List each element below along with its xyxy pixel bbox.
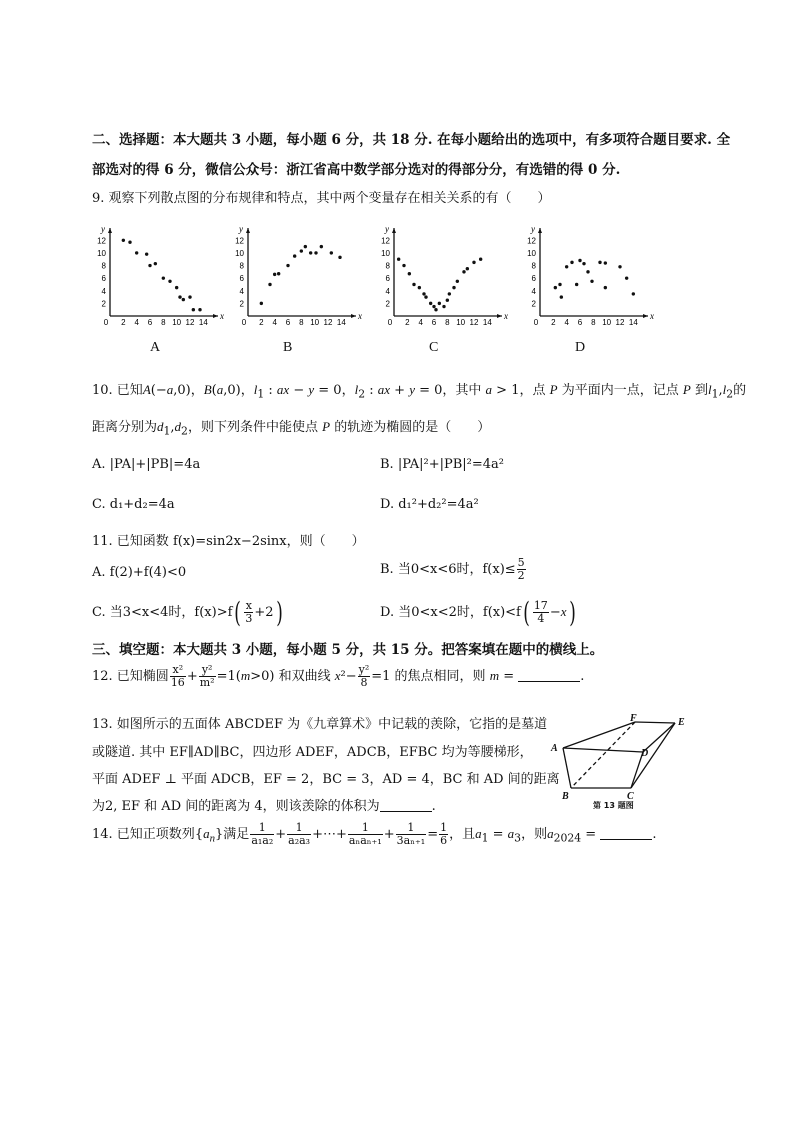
data-point <box>422 292 425 295</box>
data-point <box>162 276 165 279</box>
y-axis-label: y <box>531 224 535 234</box>
q11-option-d: D. 当0<x<2时，f(x)<f( $\frac{17}{4}$ −x) <box>380 596 576 629</box>
x-axis-arrow <box>643 314 648 318</box>
scatter-plot-d <box>527 224 654 327</box>
q11-option-a: A. f(2)+f(4)<0 <box>92 565 187 580</box>
data-point <box>586 270 589 273</box>
y-axis-arrow <box>392 228 396 233</box>
question-10-line2: 距离分别为$d_1,d_2$，则下列条件中能使点 P 的轨迹为椭圆的是（ ） <box>92 419 491 438</box>
x-tick-label: 2 <box>551 318 556 327</box>
y-tick-label: 6 <box>531 274 536 284</box>
data-point <box>145 252 148 255</box>
vertex-f: F <box>630 713 637 724</box>
edge-fe <box>635 722 675 723</box>
data-point <box>286 264 289 267</box>
y-tick-label: 2 <box>101 299 106 309</box>
x-tick-label: 2 <box>405 318 410 327</box>
data-point <box>128 241 131 244</box>
x-axis-label: x <box>220 311 224 321</box>
question-13-line1: 13. 如图所示的五面体 ABCDEF 为《九章算术》中记载的羡除，它指的是墓道 <box>92 717 548 732</box>
scatter-plots <box>90 222 730 337</box>
data-point <box>122 239 125 242</box>
data-point <box>479 258 482 261</box>
x-tick-label: 4 <box>272 318 277 327</box>
x-tick-label: 8 <box>591 318 596 327</box>
data-point <box>424 295 427 298</box>
x-tick-label: 12 <box>185 318 195 327</box>
data-point <box>309 251 312 254</box>
x-tick-label: 14 <box>482 318 492 327</box>
q10-option-d: D. d₁²+d₂²=4a² <box>380 497 479 512</box>
edge-ec <box>631 723 675 788</box>
y-tick-label: 12 <box>527 236 536 246</box>
data-point <box>560 295 563 298</box>
data-point <box>314 251 317 254</box>
x-tick-label: 6 <box>431 318 437 327</box>
data-point <box>277 272 280 275</box>
y-tick-label: 6 <box>101 274 106 284</box>
y-tick-label: 12 <box>97 236 106 246</box>
edge-ad <box>563 748 643 752</box>
vertex-b: B <box>562 791 569 802</box>
x-tick-label: 4 <box>418 318 423 327</box>
x-tick-label: 8 <box>445 318 450 327</box>
vertex-e: E <box>678 717 685 728</box>
x-tick-label: 12 <box>469 318 479 327</box>
x-tick-label: 10 <box>172 318 182 327</box>
data-point <box>148 264 151 267</box>
x-tick-label: 12 <box>323 318 333 327</box>
x-tick-label: 10 <box>602 318 612 327</box>
data-point <box>578 259 581 262</box>
x-tick-label: 4 <box>134 318 139 327</box>
data-point <box>575 283 578 286</box>
x-tick-label: 6 <box>285 318 291 327</box>
data-point <box>293 254 296 257</box>
data-point <box>452 286 455 289</box>
vertex-d: D <box>641 748 649 759</box>
x-tick-label: 14 <box>198 318 208 327</box>
data-point <box>418 286 421 289</box>
data-point <box>178 295 181 298</box>
data-point <box>472 261 475 264</box>
y-axis-arrow <box>108 228 112 233</box>
data-point <box>268 283 271 286</box>
data-point <box>554 286 557 289</box>
q11-option-c: C. 当3<x<4时，f(x)>f( $\frac{x}{3}$ +2) <box>92 596 283 629</box>
y-tick-label: 8 <box>385 261 390 271</box>
data-point <box>438 302 441 305</box>
data-point <box>198 308 201 311</box>
x-axis-label: x <box>504 311 508 321</box>
scatter-plot-b <box>235 224 362 327</box>
y-axis-label: y <box>385 224 389 234</box>
data-point <box>582 262 585 265</box>
y-tick-label: 8 <box>101 261 106 271</box>
edge-fb-hidden <box>571 722 635 788</box>
data-point <box>304 245 307 248</box>
data-point <box>446 299 449 302</box>
data-point <box>330 251 333 254</box>
question-10-line1: 10. 已知A(−a,0)，B(a,0)，$l_1$ : ax − y = 0，$l_2$ : ax + y = 0，其中 a > 1，点 P 为平面内一点，记点 P 到$l_1,l_2$的 <box>92 382 747 401</box>
data-point <box>182 298 185 301</box>
x-tick-label: 10 <box>310 318 320 327</box>
x-axis-arrow <box>351 314 356 318</box>
x-tick-label: 0 <box>387 318 393 327</box>
q13-figure <box>545 712 695 812</box>
data-point <box>432 305 435 308</box>
plot-label-d: D <box>575 340 586 355</box>
plot-label-b: B <box>283 340 293 355</box>
data-point <box>320 245 323 248</box>
question-13-line2: 或隧道. 其中 EF∥AD∥BC，四边形 ADEF，ADCB，EFBC 均为等腰梯形， <box>92 745 533 760</box>
q11-option-b: B. 当0<x<6时，f(x)≤ $\frac{5}{2}$ <box>380 556 525 582</box>
y-tick-label: 10 <box>235 248 244 258</box>
y-tick-label: 8 <box>531 261 536 271</box>
data-point <box>632 292 635 295</box>
question-9: 9. 观察下列散点图的分布规律和特点，其中两个变量存在相关关系的有（ ） <box>92 191 551 206</box>
data-point <box>570 261 573 264</box>
data-point <box>402 264 405 267</box>
x-axis-arrow <box>497 314 502 318</box>
data-point <box>565 265 568 268</box>
y-tick-label: 6 <box>239 274 244 284</box>
y-axis-label: y <box>239 224 243 234</box>
q10-option-b: B. |PA|²+|PB|²=4a² <box>380 457 505 472</box>
y-tick-label: 10 <box>381 248 390 258</box>
data-point <box>598 261 601 264</box>
plot-label-a: A <box>150 340 161 355</box>
data-point <box>604 261 607 264</box>
y-axis-arrow <box>538 228 542 233</box>
data-point <box>456 280 459 283</box>
plot-label-c: C <box>429 340 439 355</box>
x-tick-label: 4 <box>564 318 569 327</box>
data-point <box>429 302 432 305</box>
x-axis-arrow <box>213 314 218 318</box>
data-point <box>397 258 400 261</box>
x-tick-label: 6 <box>147 318 153 327</box>
y-tick-label: 12 <box>235 236 244 246</box>
x-tick-label: 8 <box>161 318 166 327</box>
data-point <box>154 262 157 265</box>
data-point <box>412 283 415 286</box>
vertex-c: C <box>627 791 634 802</box>
question-12: 12. 已知椭圆 $\frac{\text{x²}}{16}$ + $\frac{\text{y²}}{\text{m²}}$ =1(m>0) 和双曲线 x²− $\frac{\text{y²}}{8}$ =1 的焦点相同，则 m = . <box>92 663 585 689</box>
data-point <box>618 265 621 268</box>
q10-option-a: A. |PA|+|PB|=4a <box>92 457 201 472</box>
question-13-line3: 平面 ADEF ⊥ 平面 ADCB，EF = 2，BC = 3，AD = 4，BC 和 AD 间的距离 <box>92 772 560 787</box>
scatter-plot-a <box>97 224 224 327</box>
data-point <box>558 283 561 286</box>
data-point <box>442 305 445 308</box>
data-point <box>462 270 465 273</box>
y-tick-label: 2 <box>239 299 244 309</box>
x-tick-label: 0 <box>533 318 539 327</box>
y-tick-label: 6 <box>385 274 390 284</box>
data-point <box>135 251 138 254</box>
y-axis-label: y <box>101 224 105 234</box>
data-point <box>604 286 607 289</box>
y-tick-label: 4 <box>385 286 390 296</box>
data-point <box>338 256 341 259</box>
data-point <box>590 280 593 283</box>
data-point <box>175 286 178 289</box>
y-tick-label: 4 <box>531 286 536 296</box>
x-tick-label: 14 <box>628 318 638 327</box>
x-tick-label: 2 <box>259 318 264 327</box>
question-11: 11. 已知函数 f(x)=sin2x−2sinx，则（ ） <box>92 534 365 549</box>
y-tick-label: 4 <box>101 286 106 296</box>
edge-af <box>563 722 635 748</box>
x-tick-label: 10 <box>456 318 466 327</box>
data-point <box>408 272 411 275</box>
scatter-plot-c <box>381 224 508 327</box>
data-point <box>192 308 195 311</box>
y-tick-label: 8 <box>239 261 244 271</box>
x-tick-label: 6 <box>577 318 583 327</box>
y-tick-label: 10 <box>527 248 536 258</box>
data-point <box>466 267 469 270</box>
figure-caption: 第 13 题图 <box>593 801 634 810</box>
section3-heading: 三、填空题：本大题共 3 小题，每小题 5 分，共 15 分。把答案填在题中的横线上。 <box>92 642 604 658</box>
x-tick-label: 2 <box>121 318 126 327</box>
section2-heading-line2: 部选对的得 6 分，微信公众号：浙江省高中数学部分选对的得部分分，有选错的得 0 分. <box>92 162 621 178</box>
x-tick-label: 0 <box>241 318 247 327</box>
data-point <box>260 302 263 305</box>
data-point <box>273 273 276 276</box>
question-13-line4: 为2, EF 和 AD 间的距离为 4，则该羡除的体积为 . <box>92 799 436 814</box>
x-tick-label: 0 <box>103 318 109 327</box>
section2-heading-line1: 二、选择题：本大题共 3 小题，每小题 6 分，共 18 分. 在每小题给出的选项中，有多项符合题目要求. 全 <box>92 132 731 148</box>
y-tick-label: 10 <box>97 248 106 258</box>
x-axis-label: x <box>358 311 362 321</box>
data-point <box>434 308 437 311</box>
vertex-a: A <box>551 743 558 754</box>
edge-ab <box>563 748 571 788</box>
y-axis-arrow <box>246 228 250 233</box>
data-point <box>625 276 628 279</box>
data-point <box>300 249 303 252</box>
x-tick-label: 14 <box>336 318 346 327</box>
data-point <box>188 295 191 298</box>
x-axis-label: x <box>650 311 654 321</box>
y-tick-label: 12 <box>381 236 390 246</box>
y-tick-label: 2 <box>385 299 390 309</box>
y-tick-label: 2 <box>531 299 536 309</box>
x-tick-label: 12 <box>615 318 625 327</box>
q10-option-c: C. d₁+d₂=4a <box>92 497 175 512</box>
data-point <box>448 292 451 295</box>
question-14: 14. 已知正项数列$\{a_n\}$满足 $\frac{1}{\text{a₁a₂}}$ + $\frac{1}{\text{a₂a₃}}$ +⋯+ $\frac{1}{\text{aₙaₙ₊₁}}$ + $\frac{1}{\text{3aₙ₊₁}}$ = $\frac{1}{6}$ ，且$a_1 = a_3$，则$a_{2024}$ = . <box>92 821 657 847</box>
x-tick-label: 8 <box>299 318 304 327</box>
y-tick-label: 4 <box>239 286 244 296</box>
data-point <box>168 280 171 283</box>
